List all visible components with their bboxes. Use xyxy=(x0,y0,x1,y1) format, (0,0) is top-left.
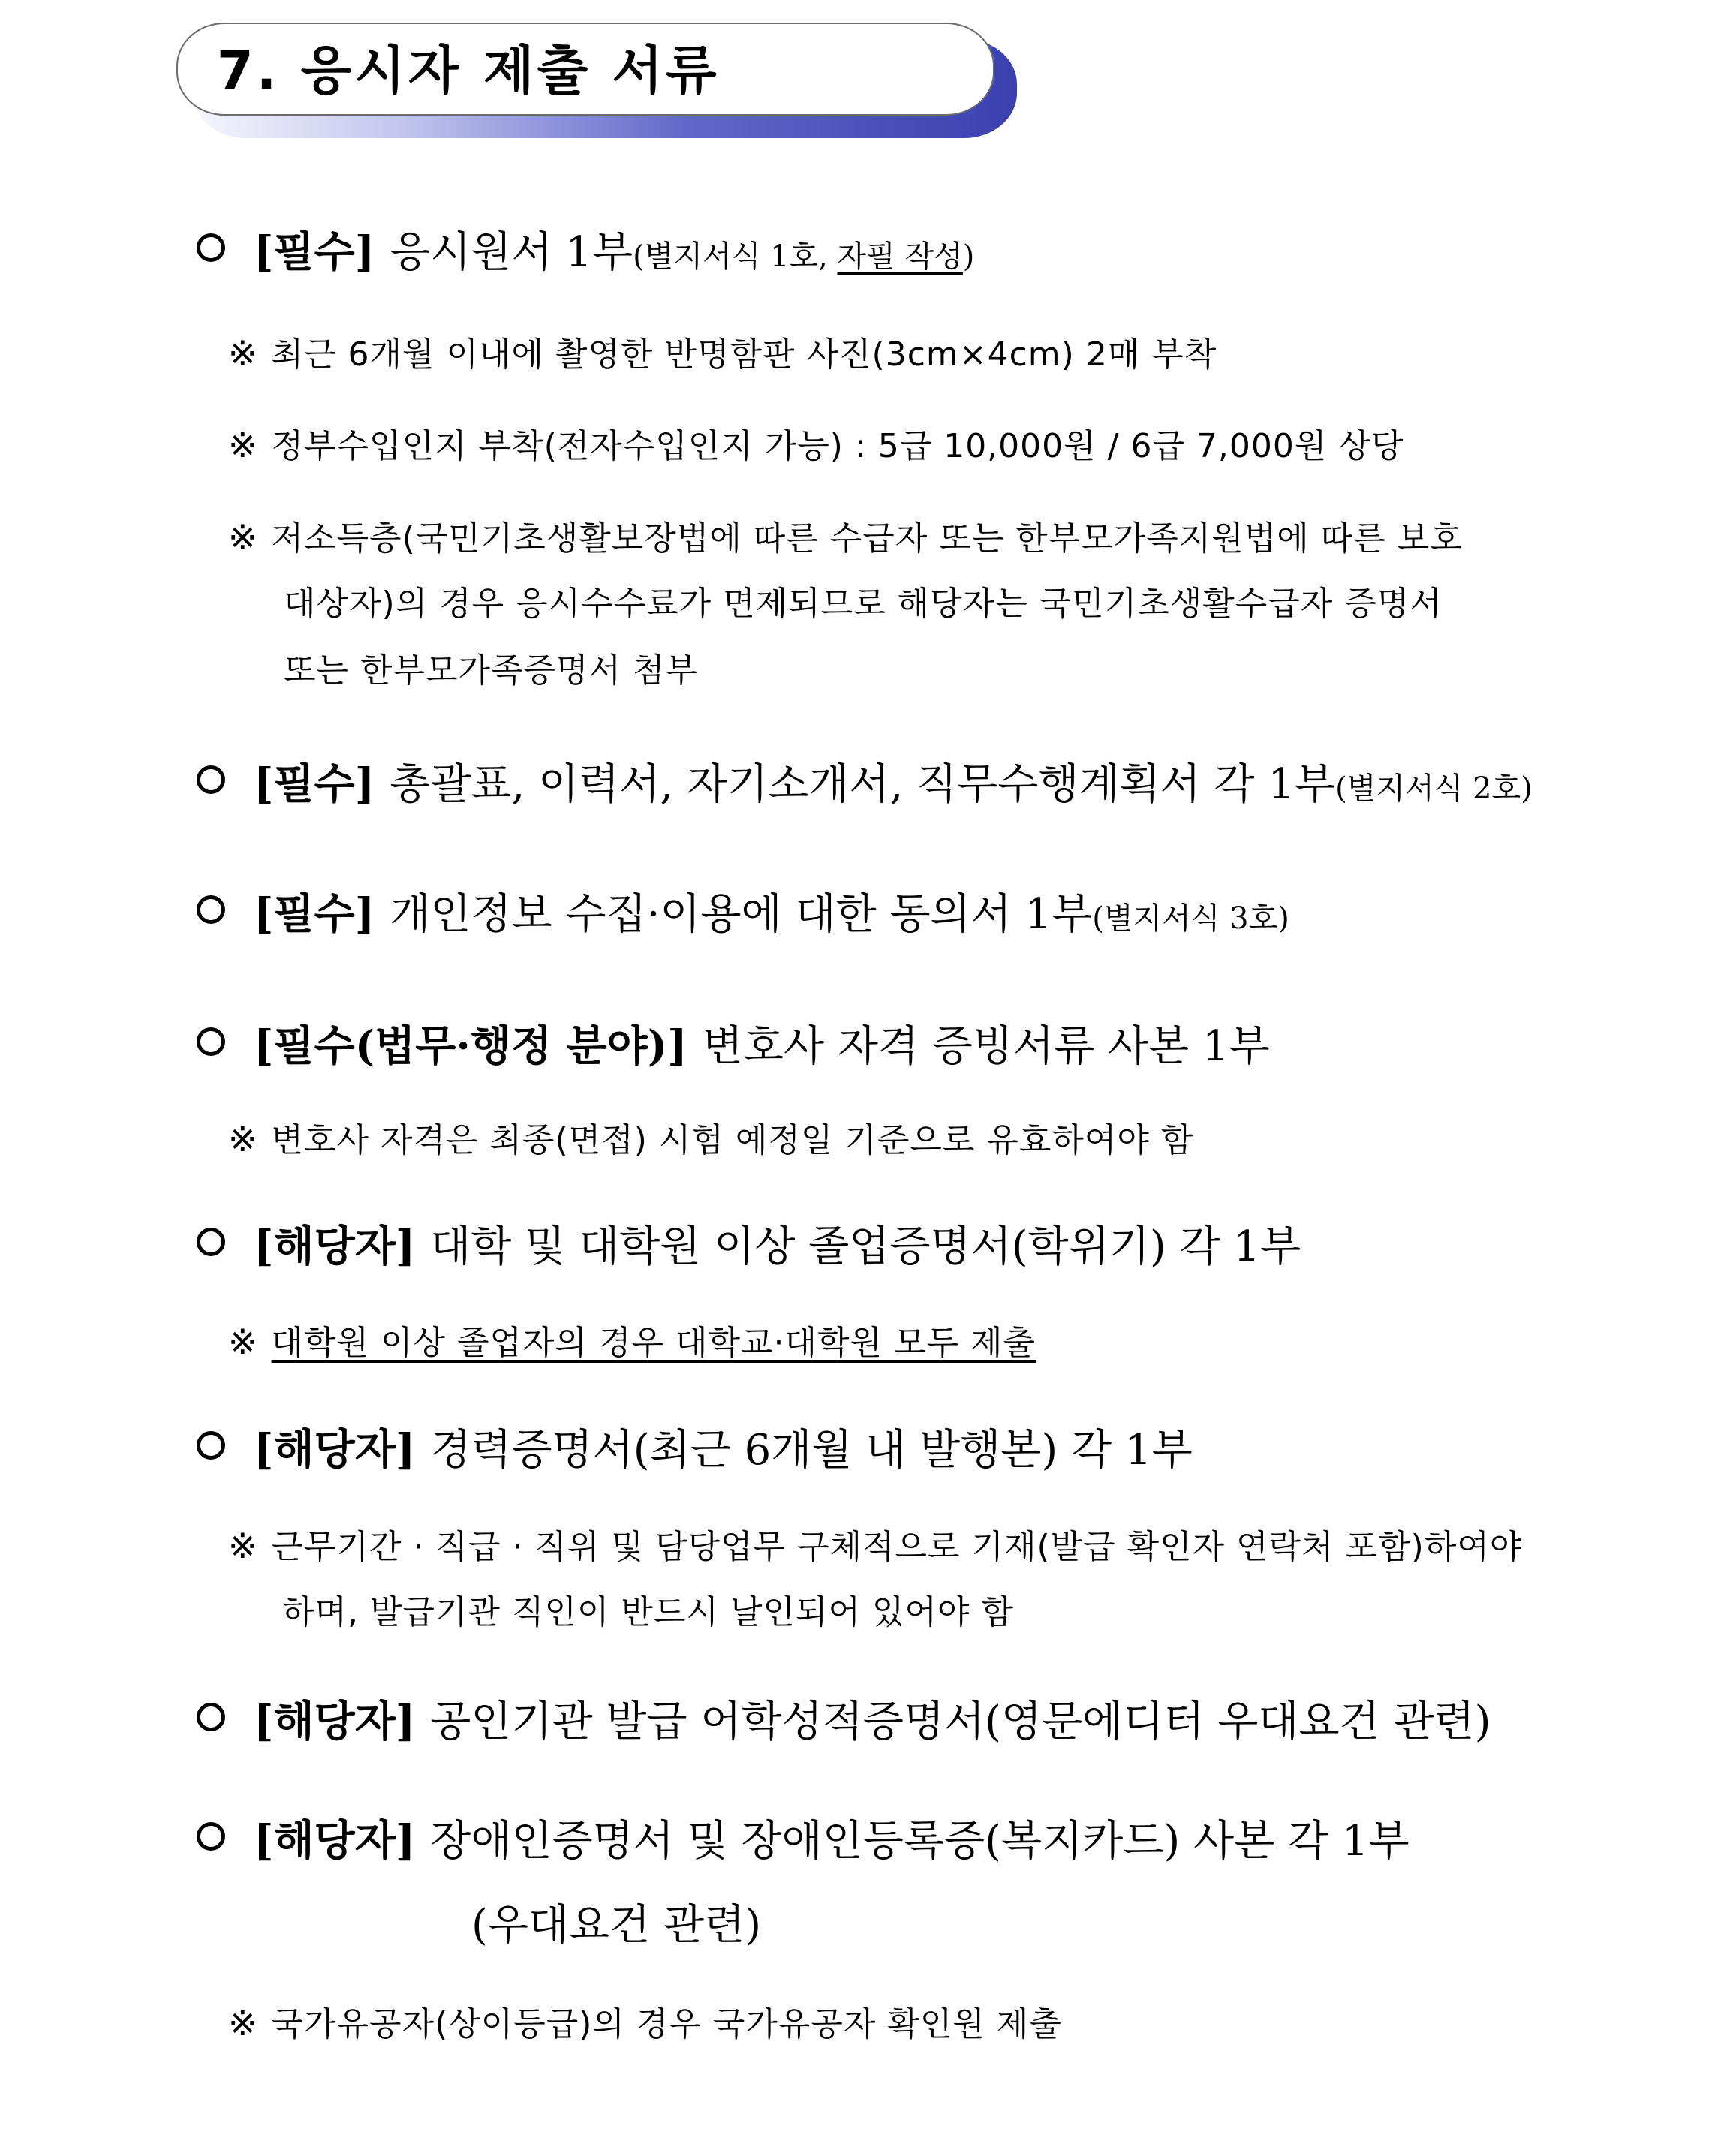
note-grad xyxy=(228,1319,1036,1367)
note-text: 변호사 자격은 최종(면접) 시험 예정일 기준으로 유효하여야 함 xyxy=(271,1121,1194,1159)
item-tag: [해당자] xyxy=(254,1816,416,1866)
item-paren-underlined: 자필 작성 xyxy=(837,239,963,274)
note-lowincome-line3: 또는 한부모가족증명서 첨부 xyxy=(284,651,699,690)
note-veteran xyxy=(228,2000,1062,2048)
reference-mark-icon: ※ xyxy=(228,425,258,465)
note-text: 국가유공자(상이등급)의 경우 국가유공자 확인원 제출 xyxy=(271,2005,1062,2043)
section-header xyxy=(176,23,1017,139)
note-stamp xyxy=(228,422,1404,470)
list-item-forms xyxy=(197,756,1533,817)
note-text: 근무기간 · 직급 · 직위 및 담당업무 구체적으로 기재(발급 확인자 연락처 포함)하여야 xyxy=(271,1528,1523,1566)
note-text: 최근 6개월 이내에 촬영한 반명함판 사진(3cm×4cm) 2매 부착 xyxy=(271,335,1217,374)
note-career xyxy=(228,1523,1522,1571)
header-box xyxy=(176,23,994,116)
item-small: (별지서식 3호) xyxy=(1092,901,1289,936)
list-item-application xyxy=(197,224,974,285)
circle-bullet-icon xyxy=(197,895,225,924)
note-text: 저소득층(국민기초생활보장법에 따른 수급자 또는 한부모가족지원법에 따른 보호 xyxy=(271,519,1463,558)
item-small: (별지서식 2호) xyxy=(1335,771,1533,806)
circle-bullet-icon xyxy=(197,765,225,794)
note-lawyer xyxy=(228,1116,1193,1164)
item-text: 응시원서 1부 xyxy=(390,228,633,277)
list-item-language xyxy=(197,1693,1491,1751)
reference-mark-icon: ※ xyxy=(228,1322,258,1362)
list-item-consent xyxy=(197,886,1289,947)
item-tag: [해당자] xyxy=(254,1425,416,1475)
circle-bullet-icon xyxy=(197,1431,225,1460)
reference-mark-icon: ※ xyxy=(228,2003,258,2043)
item-text: 변호사 자격 증빙서류 사본 1부 xyxy=(702,1022,1270,1071)
circle-bullet-icon xyxy=(197,1228,225,1256)
list-item-disability xyxy=(197,1812,1410,1870)
reference-mark-icon: ※ xyxy=(228,517,258,558)
list-item-career xyxy=(197,1421,1193,1479)
circle-bullet-icon xyxy=(197,1822,225,1851)
circle-bullet-icon xyxy=(197,1703,225,1731)
list-item-diploma xyxy=(197,1218,1301,1276)
item-text: 공인기관 발급 어학성적증명서(영문에디터 우대요건 관련) xyxy=(430,1697,1491,1746)
list-item-lawyer xyxy=(197,1018,1270,1075)
list-item-disability-line2: (우대요건 관련) xyxy=(471,1901,762,1950)
item-tag: [해당자] xyxy=(254,1222,416,1271)
note-lowincome-line2: 대상자)의 경우 응시수수료가 면제되므로 해당자는 국민기초생활수급자 증명서 xyxy=(284,585,1443,623)
reference-mark-icon: ※ xyxy=(228,333,258,374)
item-tag: [필수] xyxy=(254,227,375,277)
item-tag: [필수] xyxy=(254,889,375,939)
note-text: 정부수입인지 부착(전자수입인지 가능) : 5급 10,000원 / 6급 7,000원 상당 xyxy=(271,427,1404,465)
item-tag: [필수] xyxy=(254,759,375,809)
item-text: 총괄표, 이력서, 자기소개서, 직무수행계획서 각 1부 xyxy=(390,760,1336,809)
item-paren-open: (별지서식 1호, xyxy=(633,239,838,274)
item-text: 경력증명서(최근 6개월 내 발행본) 각 1부 xyxy=(430,1426,1193,1475)
reference-mark-icon: ※ xyxy=(228,1119,258,1159)
item-paren-close: ) xyxy=(962,239,975,274)
note-text: 대학원 이상 졸업자의 경우 대학교·대학원 모두 제출 xyxy=(271,1324,1036,1362)
item-tag: [필수(법무·행정 분야)] xyxy=(254,1021,687,1071)
item-text: 장애인증명서 및 장애인등록증(복지카드) 사본 각 1부 xyxy=(430,1817,1410,1866)
item-text: 대학 및 대학원 이상 졸업증명서(학위기) 각 1부 xyxy=(430,1222,1301,1271)
item-text: 개인정보 수집·이용에 대한 동의서 1부 xyxy=(390,890,1093,939)
item-tag: [해당자] xyxy=(254,1697,416,1746)
note-photo xyxy=(228,330,1217,378)
note-career-line2: 하며, 발급기관 직인이 반드시 날인되어 있어야 함 xyxy=(282,1593,1014,1631)
circle-bullet-icon xyxy=(197,233,225,262)
circle-bullet-icon xyxy=(197,1027,225,1056)
page-title: 7. 응시자 제출 서류 xyxy=(217,40,720,101)
reference-mark-icon: ※ xyxy=(228,1526,258,1566)
note-lowincome xyxy=(228,514,1463,562)
